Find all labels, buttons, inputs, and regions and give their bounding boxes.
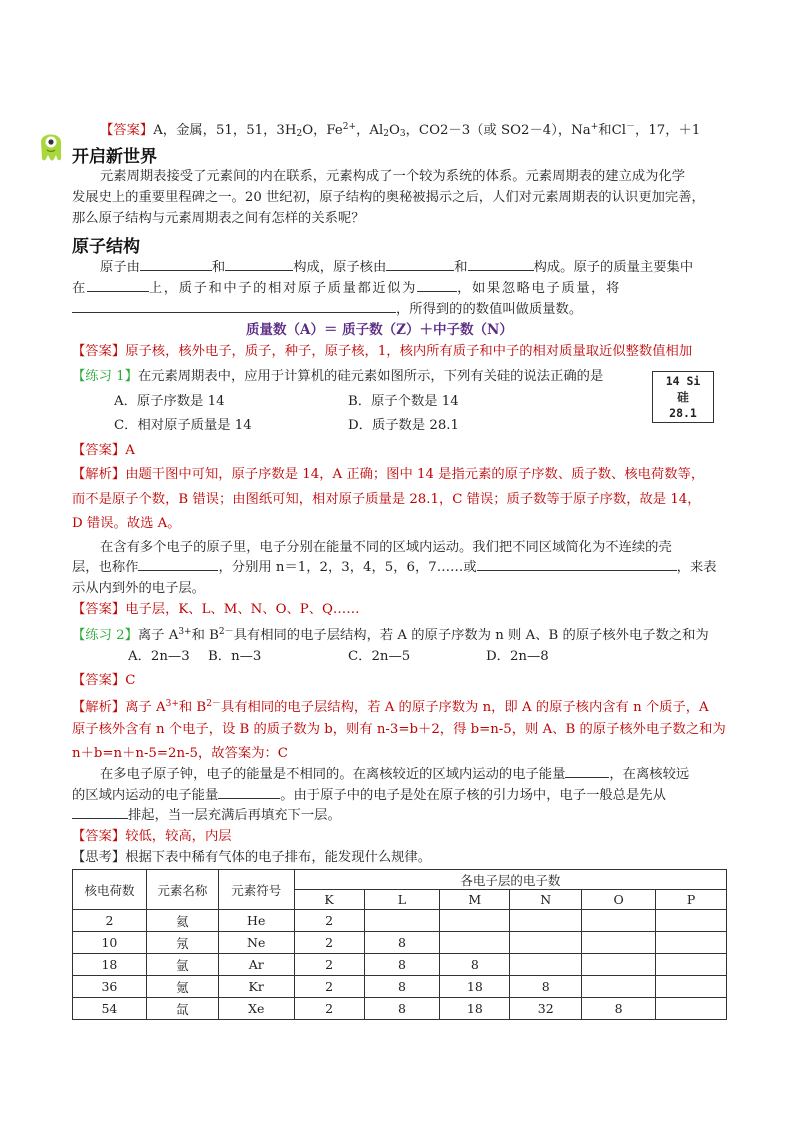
blank[interactable] [477,558,677,571]
option-a[interactable]: A．2n—3 [128,649,190,664]
blank[interactable] [140,258,212,271]
table-cell [582,976,656,998]
table-cell: 8 [364,954,440,976]
practice-question: 【练习 1】在元素周期表中，应用于计算机的硅元素如图所示，下列有关硅的说法正确的是 [72,369,604,384]
table-cell: 8 [582,998,656,1020]
fill-blank-line: 在多电子原子钟，电子的能量是不相同的。在离核较近的区域内运动的电子能量 ，在离核较远 [100,767,690,782]
table-cell [656,998,727,1020]
table-cell [582,910,656,932]
table-cell: 18 [440,976,510,998]
table-cell: 8 [364,932,440,954]
option-d[interactable]: D．2n—8 [486,649,549,664]
table-cell [510,910,582,932]
blank[interactable] [417,279,457,292]
practice-question: 【练习 2】离子 $A^{3+}$和 $B^{2-}$具有相同的电子层结构，若 A 的原子序数为 n 则 A、B 的原子核外电子数之和为 [72,627,709,643]
table-cell: Kr [218,976,294,998]
table-header-row [73,870,727,890]
option-b[interactable]: B．原子个数是 14 [348,394,459,409]
table-cell: 36 [73,976,147,998]
table-cell: 2 [294,954,364,976]
table-cell [582,954,656,976]
blank[interactable] [72,806,128,819]
option-d[interactable]: D．质子数是 28.1 [348,418,459,433]
blank[interactable] [218,786,280,799]
silicon-element-card: 14 Si 硅 28.1 [652,371,714,423]
table-cell: 2 [294,932,364,954]
blank[interactable] [225,258,293,271]
table-cell: 2 [294,976,364,998]
table-cell: 8 [440,954,510,976]
fill-blank-line: 的区域内运动的电子能量 。由于原子中的电子是处在原子核的引力场中，电子一般总是先从 [72,788,666,803]
analysis-line: 【解析】离子 $A^{3+}$和 $B^{2-}$具有相同的电子层结构，若 A 的原子序数为 n，即 A 的原子核内含有 n 个质子，A [72,699,709,715]
mass-number-formula: 质量数（A）＝ 质子数（Z）＋中子数（N） [246,322,513,338]
table-cell [656,976,727,998]
table-cell: He [218,910,294,932]
table-cell [582,932,656,954]
think-prompt: 【思考】根据下表中稀有气体的电子排布，能发现什么规律。 [72,850,432,865]
fill-blank-line: 排起，当一层充满后再填充下一层。 [72,806,341,825]
table-cell [510,932,582,954]
answer-top: 【答案】A，金属，51，51，$3H_2O$，$Fe^{2+}$，$Al_2O_3$，CO2－3（或 SO2－4），Na+和Cl－，17，＋1 [100,122,701,139]
table-row [73,910,727,932]
table-header: 各电子层的电子数 [294,870,726,890]
blank[interactable] [565,765,609,778]
blank[interactable] [386,258,454,271]
paragraph: 示从内到外的电子层。 [72,581,205,596]
option-c[interactable]: C．2n—5 [348,649,411,664]
shell-header: L [364,890,440,910]
answer-line: 【答案】A [72,443,135,458]
mascot-icon [38,128,64,164]
table-cell [656,954,727,976]
table-cell: 8 [510,976,582,998]
blank[interactable] [87,279,149,292]
noble-gas-electron-table [72,869,727,1020]
option-b[interactable]: B．n—3 [208,649,262,664]
table-row [73,954,727,976]
answer-line: 【答案】原子核，核外电子，质子，种子，原子核，1，核内所有质子和中子的相对质量取近似整数值相加 [72,344,693,359]
answer-line: 【答案】C [72,673,136,688]
table-cell: Ar [218,954,294,976]
paragraph: 那么原子结构与元素周期表之间有怎样的关系呢？ [72,211,365,226]
table-header: 元素符号 [218,870,294,910]
practice-tag: 【练习 2】 [72,628,138,643]
paragraph: 发展史上的重要里程碑之一。20 世纪初，原子结构的奥秘被揭示之后，人们对元素周期表的认识更加完善， [72,190,705,205]
blank[interactable] [72,300,396,313]
option-c[interactable]: C．相对原子质量是 14 [114,418,252,433]
shell-header: K [294,890,364,910]
table-cell: 32 [510,998,582,1020]
paragraph: 在含有多个电子的原子里，电子分别在能量不同的区域内运动。我们把不同区域简化为不连续的壳 [100,540,672,555]
table-cell: 54 [73,998,147,1020]
table-cell: 氙 [146,998,218,1020]
shell-header: M [440,890,510,910]
paragraph: 元素周期表接受了元素间的内在联系，元素构成了一个较为系统的体系。元素周期表的建立成为化学 [100,169,686,184]
fill-blank-line: 层，也称作 ，分别用 n＝1，2，3，4，5，6，7……或 ，来表 [72,560,717,575]
answer-line: 【答案】电子层，K、L、M、N、O、P、Q…… [72,602,360,617]
table-cell [440,910,510,932]
section-title-atom-structure: 原子结构 [72,237,140,257]
fill-blank-line: 原子由 和 构成，原子核由 和 构成。原子的质量主要集中 [100,260,694,275]
answer-tag: 【答案】 [100,123,154,138]
table-cell [656,910,727,932]
table-cell: Ne [218,932,294,954]
table-cell: 氩 [146,954,218,976]
analysis-line: 【解析】由题干图中可知，原子序数是 14，A 正确；图中 14 是指元素的原子序数、质子数、核电荷数等， [72,467,705,482]
shell-header: P [656,890,727,910]
analysis-line: n＋b=n＋n-5=2n-5，故答案为：C [72,746,288,761]
table-cell: 8 [364,976,440,998]
table-cell [656,932,727,954]
table-row [73,976,727,998]
section-title-new-world: 开启新世界 [72,147,157,167]
table-row [73,998,727,1020]
shell-header: N [510,890,582,910]
table-cell: 8 [364,998,440,1020]
table-cell: 18 [440,998,510,1020]
fill-blank-line: 在 上，质子和中子的相对原子质量都近似为 ，如果忽略电子质量，将 [72,281,621,296]
table-cell [440,932,510,954]
table-cell: 18 [73,954,147,976]
answer-line: 【答案】较低，较高，内层 [72,829,232,844]
practice-tag: 【练习 1】 [72,369,138,384]
table-cell: 2 [294,910,364,932]
table-header: 元素名称 [146,870,218,910]
table-cell: 2 [73,910,147,932]
table-header: 核电荷数 [73,870,147,910]
fill-blank-line: ，所得到的的数值叫做质量数。 [72,300,582,319]
table-cell: 2 [294,998,364,1020]
table-cell [510,954,582,976]
shell-header: O [582,890,656,910]
table-cell: Xe [218,998,294,1020]
table-cell: 氖 [146,932,218,954]
analysis-line: 原子核外含有 n 个电子，设 B 的质子数为 b，则有 n-3=b＋2，得 b=n-5，则 A、B 的原子核外电子数之和为 [72,722,726,737]
analysis-line: D 错误。故选 A。 [72,516,181,531]
table-cell [364,910,440,932]
blank[interactable] [138,558,218,571]
table-cell: 10 [73,932,147,954]
blank[interactable] [468,258,534,271]
table-cell: 氪 [146,976,218,998]
option-a[interactable]: A．原子序数是 14 [114,394,225,409]
analysis-line: 而不是原子个数，B 错误；由图纸可知，相对原子质量是 28.1，C 错误；质子数等于原子序数，故是 14， [72,492,701,507]
table-row [73,932,727,954]
table-cell: 氦 [146,910,218,932]
